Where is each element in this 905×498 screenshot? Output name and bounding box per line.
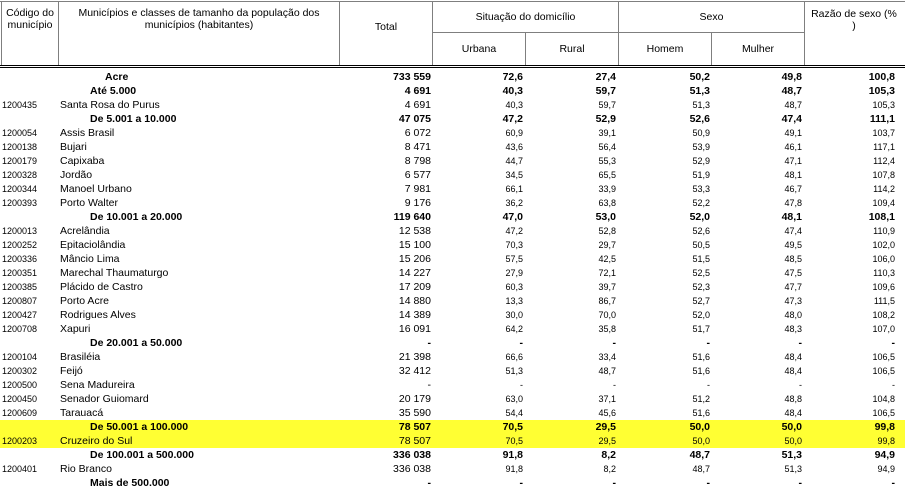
municipio-name: Porto Acre	[60, 295, 110, 307]
municipio-name: De 20.001 a 50.000	[90, 337, 183, 349]
table-row	[0, 406, 905, 420]
municipio-code: 1200807	[2, 296, 38, 306]
mulher-cell: 51,3	[784, 464, 802, 474]
total-cell: 21 398	[398, 351, 431, 363]
header-bottom-rule-2	[0, 67, 905, 68]
mulher-cell: 47,5	[784, 268, 802, 278]
urbana-cell: 91,8	[502, 449, 523, 461]
urbana-cell: 44,7	[505, 156, 523, 166]
table-row	[0, 182, 905, 196]
municipio-name: Marechal Thaumaturgo	[60, 267, 169, 279]
razao-cell: -	[892, 380, 895, 390]
razao-cell: 112,4	[873, 156, 895, 166]
table-row	[0, 448, 905, 462]
urbana-cell: 36,2	[505, 198, 523, 208]
rural-cell: 27,4	[595, 71, 616, 83]
urbana-cell: 30,0	[505, 310, 523, 320]
total-cell: 8 798	[404, 155, 431, 167]
total-cell: -	[427, 379, 431, 391]
municipio-name: De 100.001 a 500.000	[90, 449, 194, 461]
razao-cell: 108,2	[872, 310, 895, 320]
rural-cell: 56,4	[598, 142, 616, 152]
municipio-code: 1200013	[2, 226, 38, 236]
header-situacao: Situação do domicílio	[475, 11, 576, 23]
table-row	[0, 168, 905, 182]
table-row	[0, 140, 905, 154]
header-sexo: Sexo	[699, 11, 724, 23]
urbana-cell: 70,5	[502, 421, 523, 433]
urbana-cell: 40,3	[502, 85, 523, 97]
mulher-cell: 48,4	[784, 366, 802, 376]
municipio-name: Bujari	[60, 141, 87, 153]
rural-cell: 37,1	[598, 394, 616, 404]
urbana-cell: 60,3	[505, 282, 523, 292]
rural-cell: 39,7	[598, 282, 616, 292]
razao-cell: 107,8	[872, 170, 895, 180]
urbana-cell: 66,1	[505, 184, 523, 194]
razao-cell: 106,5	[872, 352, 895, 362]
header-vrule	[804, 1, 805, 65]
municipio-name: Jordão	[60, 169, 93, 181]
mulher-cell: 47,4	[781, 113, 802, 125]
rural-cell: 29,5	[595, 421, 616, 433]
homem-cell: 50,0	[689, 421, 710, 433]
total-cell: 14 389	[398, 309, 431, 321]
mulher-cell: -	[798, 337, 802, 349]
total-cell: 14 880	[398, 295, 431, 307]
razao-cell: 99,8	[874, 421, 895, 433]
table-row	[0, 238, 905, 252]
municipio-code: 1200054	[2, 128, 38, 138]
table-row	[0, 70, 905, 84]
municipio-code: 1200351	[2, 268, 38, 278]
table-row	[0, 350, 905, 364]
razao-cell: -	[891, 477, 895, 489]
rural-cell: 55,3	[598, 156, 616, 166]
total-cell: 336 038	[393, 463, 431, 475]
homem-cell: 52,6	[692, 226, 710, 236]
urbana-cell: -	[519, 477, 523, 489]
homem-cell: 52,9	[692, 156, 710, 166]
homem-cell: 53,9	[692, 142, 710, 152]
table-row	[0, 322, 905, 336]
urbana-cell: 72,6	[502, 71, 523, 83]
urbana-cell: 27,9	[505, 268, 523, 278]
razao-cell: 109,6	[872, 282, 895, 292]
razao-cell: 111,1	[869, 113, 895, 125]
mulher-cell: 50,0	[781, 421, 802, 433]
urbana-cell: -	[520, 380, 523, 390]
urbana-cell: -	[519, 337, 523, 349]
rural-cell: 39,1	[598, 128, 616, 138]
urbana-cell: 91,8	[505, 464, 523, 474]
urbana-cell: 34,5	[505, 170, 523, 180]
municipio-name: Mâncio Lima	[60, 253, 120, 265]
homem-cell: 51,9	[692, 170, 710, 180]
total-cell: 17 209	[398, 281, 431, 293]
urbana-cell: 60,9	[505, 128, 523, 138]
homem-cell: 51,6	[692, 366, 710, 376]
total-cell: 32 412	[398, 365, 431, 377]
table-row	[0, 98, 905, 112]
total-cell: 15 100	[398, 239, 431, 251]
homem-cell: 51,3	[689, 85, 710, 97]
municipio-name: Capixaba	[60, 155, 105, 167]
municipio-code: 1200435	[2, 100, 38, 110]
urbana-cell: 13,3	[505, 296, 523, 306]
table-row	[0, 126, 905, 140]
urbana-cell: 54,4	[505, 408, 523, 418]
homem-cell: 48,7	[689, 449, 710, 461]
mulher-cell: 47,7	[784, 282, 802, 292]
mulher-cell: 49,5	[784, 240, 802, 250]
table-row	[0, 434, 905, 448]
municipio-name: De 50.001 a 100.000	[90, 421, 189, 433]
table-row	[0, 294, 905, 308]
mulher-cell: 50,0	[784, 436, 802, 446]
razao-cell: 100,8	[868, 71, 895, 83]
mulher-cell: 46,1	[784, 142, 802, 152]
header-mulher: Mulher	[741, 43, 775, 55]
municipio-code: 1200385	[2, 282, 38, 292]
total-cell: 6 072	[404, 127, 431, 139]
header-urbana: Urbana	[461, 43, 497, 55]
razao-cell: 109,4	[872, 198, 895, 208]
municipio-name: De 5.001 a 10.000	[90, 113, 177, 125]
table-row	[0, 266, 905, 280]
total-cell: 47 075	[398, 113, 431, 125]
homem-cell: 52,3	[692, 282, 710, 292]
homem-cell: 50,0	[692, 436, 710, 446]
municipio-code: 1200336	[2, 254, 38, 264]
municipio-name: Xapuri	[60, 323, 91, 335]
municipio-name: Senador Guiomard	[60, 393, 149, 405]
header-homem: Homem	[646, 43, 684, 55]
municipio-name: Santa Rosa do Purus	[60, 99, 160, 111]
mulher-cell: 48,0	[784, 310, 802, 320]
homem-cell: 51,2	[692, 394, 710, 404]
municipio-name: Plácido de Castro	[60, 281, 143, 293]
homem-cell: 52,0	[692, 310, 710, 320]
mulher-cell: 47,1	[784, 156, 802, 166]
total-cell: 35 590	[398, 407, 431, 419]
razao-cell: 102,0	[872, 240, 895, 250]
municipio-name: Epitaciolândia	[60, 239, 126, 251]
homem-cell: 52,2	[692, 198, 710, 208]
table-row	[0, 112, 905, 126]
rural-cell: 86,7	[598, 296, 616, 306]
razao-cell: -	[891, 337, 895, 349]
header-municipios: Municípios e classes de tamanho da população dos municípios (habitantes)	[78, 7, 320, 31]
razao-cell: 94,9	[874, 449, 895, 461]
table-row	[0, 420, 905, 434]
rural-cell: 52,9	[595, 113, 616, 125]
mulher-cell: 48,1	[781, 211, 802, 223]
homem-cell: 52,7	[692, 296, 710, 306]
total-cell: -	[427, 477, 431, 489]
urbana-cell: 63,0	[505, 394, 523, 404]
razao-cell: 94,9	[877, 464, 895, 474]
rural-cell: 35,8	[598, 324, 616, 334]
header-vrule	[58, 1, 59, 65]
municipio-code: 1200252	[2, 240, 38, 250]
municipio-name: Feijó	[60, 365, 83, 377]
municipio-name: Manoel Urbano	[60, 183, 132, 195]
header-codigo: Código do município	[6, 7, 54, 31]
homem-cell: 53,3	[692, 184, 710, 194]
municipio-name: Cruzeiro do Sul	[60, 435, 133, 447]
municipio-name: Mais de 500.000	[90, 477, 170, 489]
municipio-name: Assis Brasil	[60, 127, 115, 139]
table-row	[0, 308, 905, 322]
mulher-cell: 46,7	[784, 184, 802, 194]
mulher-cell: -	[799, 380, 802, 390]
homem-cell: 52,0	[689, 211, 710, 223]
header-bottom-rule	[0, 65, 905, 66]
municipio-code: 1200104	[2, 352, 38, 362]
total-cell: 733 559	[393, 71, 431, 83]
rural-cell: 52,8	[598, 226, 616, 236]
municipio-code: 1200609	[2, 408, 38, 418]
mulher-cell: -	[798, 477, 802, 489]
rural-cell: 63,8	[598, 198, 616, 208]
mulher-cell: 48,7	[781, 85, 802, 97]
razao-cell: 99,8	[877, 436, 895, 446]
razao-cell: 108,1	[868, 211, 895, 223]
total-cell: 6 577	[404, 169, 431, 181]
municipio-code: 1200203	[2, 436, 38, 446]
urbana-cell: 64,2	[505, 324, 523, 334]
razao-cell: 114,2	[873, 184, 895, 194]
razao-cell: 110,9	[873, 226, 895, 236]
mulher-cell: 48,4	[784, 408, 802, 418]
rural-cell: 70,0	[598, 310, 616, 320]
total-cell: 4 691	[404, 99, 431, 111]
total-cell: 15 206	[398, 253, 431, 265]
table-row	[0, 392, 905, 406]
table-row	[0, 280, 905, 294]
urbana-cell: 57,5	[505, 254, 523, 264]
urbana-cell: 43,6	[505, 142, 523, 152]
razao-cell: 106,5	[872, 408, 895, 418]
municipio-name: Acrelândia	[60, 225, 110, 237]
municipio-code: 1200179	[2, 156, 38, 166]
razao-cell: 106,0	[872, 254, 895, 264]
total-cell: 119 640	[393, 211, 431, 223]
urbana-cell: 66,6	[505, 352, 523, 362]
municipio-code: 1200302	[2, 366, 38, 376]
mulher-cell: 49,1	[784, 128, 802, 138]
rural-cell: -	[612, 477, 616, 489]
razao-cell: 104,8	[872, 394, 895, 404]
razao-cell: 105,3	[868, 85, 895, 97]
rural-cell: 59,7	[595, 85, 616, 97]
rural-cell: -	[613, 380, 616, 390]
rural-cell: 65,5	[598, 170, 616, 180]
urbana-cell: 47,2	[505, 226, 523, 236]
table-row	[0, 196, 905, 210]
rural-cell: 72,1	[598, 268, 616, 278]
total-cell: 78 507	[398, 435, 431, 447]
mulher-cell: 47,4	[784, 226, 802, 236]
razao-cell: 110,3	[873, 268, 895, 278]
municipio-code: 1200450	[2, 394, 38, 404]
rural-cell: 42,5	[598, 254, 616, 264]
municipio-name: Acre	[105, 71, 129, 83]
total-cell: 4 691	[404, 85, 431, 97]
rural-cell: 29,5	[598, 436, 616, 446]
total-cell: 14 227	[398, 267, 431, 279]
total-cell: 16 091	[398, 323, 431, 335]
rural-cell: -	[612, 337, 616, 349]
municipio-name: Rodrigues Alves	[60, 309, 136, 321]
mulher-cell: 51,3	[781, 449, 802, 461]
municipio-code: 1200138	[2, 142, 38, 152]
table-row	[0, 210, 905, 224]
table-row	[0, 154, 905, 168]
table-row	[0, 252, 905, 266]
homem-cell: 51,3	[692, 100, 710, 110]
total-cell: 20 179	[398, 393, 431, 405]
mulher-cell: 47,8	[784, 198, 802, 208]
homem-cell: 50,5	[692, 240, 710, 250]
razao-cell: 105,3	[872, 100, 895, 110]
homem-cell: 52,6	[689, 113, 710, 125]
mulher-cell: 48,3	[784, 324, 802, 334]
municipio-name: Brasiléia	[60, 351, 101, 363]
mulher-cell: 48,4	[784, 352, 802, 362]
municipio-code: 1200708	[2, 324, 38, 334]
rural-cell: 53,0	[595, 211, 616, 223]
homem-cell: 48,7	[692, 464, 710, 474]
urbana-cell: 70,3	[505, 240, 523, 250]
total-cell: -	[427, 337, 431, 349]
table-row	[0, 476, 905, 490]
razao-cell: 111,5	[873, 296, 895, 306]
municipio-code: 1200427	[2, 310, 38, 320]
total-cell: 7 981	[404, 183, 431, 195]
municipio-name: Sena Madureira	[60, 379, 135, 391]
homem-cell: 51,6	[692, 352, 710, 362]
urbana-cell: 40,3	[505, 100, 523, 110]
total-cell: 8 471	[404, 141, 431, 153]
rural-cell: 29,7	[598, 240, 616, 250]
header-total: Total	[374, 21, 398, 33]
mulher-cell: 48,8	[784, 394, 802, 404]
homem-cell: -	[706, 337, 710, 349]
homem-cell: -	[707, 380, 710, 390]
municipio-name: Porto Walter	[60, 197, 118, 209]
rural-cell: 33,4	[598, 352, 616, 362]
mulher-cell: 48,1	[784, 170, 802, 180]
municipio-code: 1200344	[2, 184, 38, 194]
homem-cell: 51,7	[692, 324, 710, 334]
total-cell: 12 538	[398, 225, 431, 237]
header-razao: Razão de sexo (% )	[811, 8, 897, 32]
header-rural: Rural	[559, 43, 585, 55]
razao-cell: 106,5	[872, 366, 895, 376]
table-row	[0, 224, 905, 238]
rural-cell: 45,6	[598, 408, 616, 418]
urbana-cell: 51,3	[505, 366, 523, 376]
urbana-cell: 47,2	[502, 113, 523, 125]
mulher-cell: 47,3	[784, 296, 802, 306]
homem-cell: 51,6	[692, 408, 710, 418]
rural-cell: 8,2	[601, 449, 616, 461]
table-row	[0, 462, 905, 476]
urbana-cell: 70,5	[505, 436, 523, 446]
total-cell: 9 176	[404, 197, 431, 209]
table-row	[0, 364, 905, 378]
homem-cell: 51,5	[692, 254, 710, 264]
razao-cell: 117,1	[873, 142, 895, 152]
rural-cell: 8,2	[603, 464, 616, 474]
total-cell: 336 038	[393, 449, 431, 461]
mulher-cell: 48,5	[784, 254, 802, 264]
homem-cell: 50,2	[689, 71, 710, 83]
homem-cell: 50,9	[692, 128, 710, 138]
table-header	[0, 0, 905, 66]
urbana-cell: 47,0	[502, 211, 523, 223]
rural-cell: 48,7	[598, 366, 616, 376]
table-row	[0, 84, 905, 98]
municipio-name: Rio Branco	[60, 463, 112, 475]
municipio-name: Até 5.000	[90, 85, 137, 97]
municipio-code: 1200393	[2, 198, 38, 208]
mulher-cell: 48,7	[784, 100, 802, 110]
homem-cell: -	[706, 477, 710, 489]
mulher-cell: 49,8	[781, 71, 802, 83]
table-body	[0, 70, 905, 490]
municipio-name: De 10.001 a 20.000	[90, 211, 183, 223]
municipio-code: 1200500	[2, 380, 38, 390]
municipio-name: Tarauacá	[60, 407, 104, 419]
razao-cell: 103,7	[872, 128, 895, 138]
rural-cell: 33,9	[598, 184, 616, 194]
homem-cell: 52,5	[692, 268, 710, 278]
razao-cell: 107,0	[872, 324, 895, 334]
table-row	[0, 378, 905, 392]
total-cell: 78 507	[398, 421, 431, 433]
table-row	[0, 336, 905, 350]
rural-cell: 59,7	[598, 100, 616, 110]
municipio-code: 1200328	[2, 170, 38, 180]
municipio-code: 1200401	[2, 464, 38, 474]
